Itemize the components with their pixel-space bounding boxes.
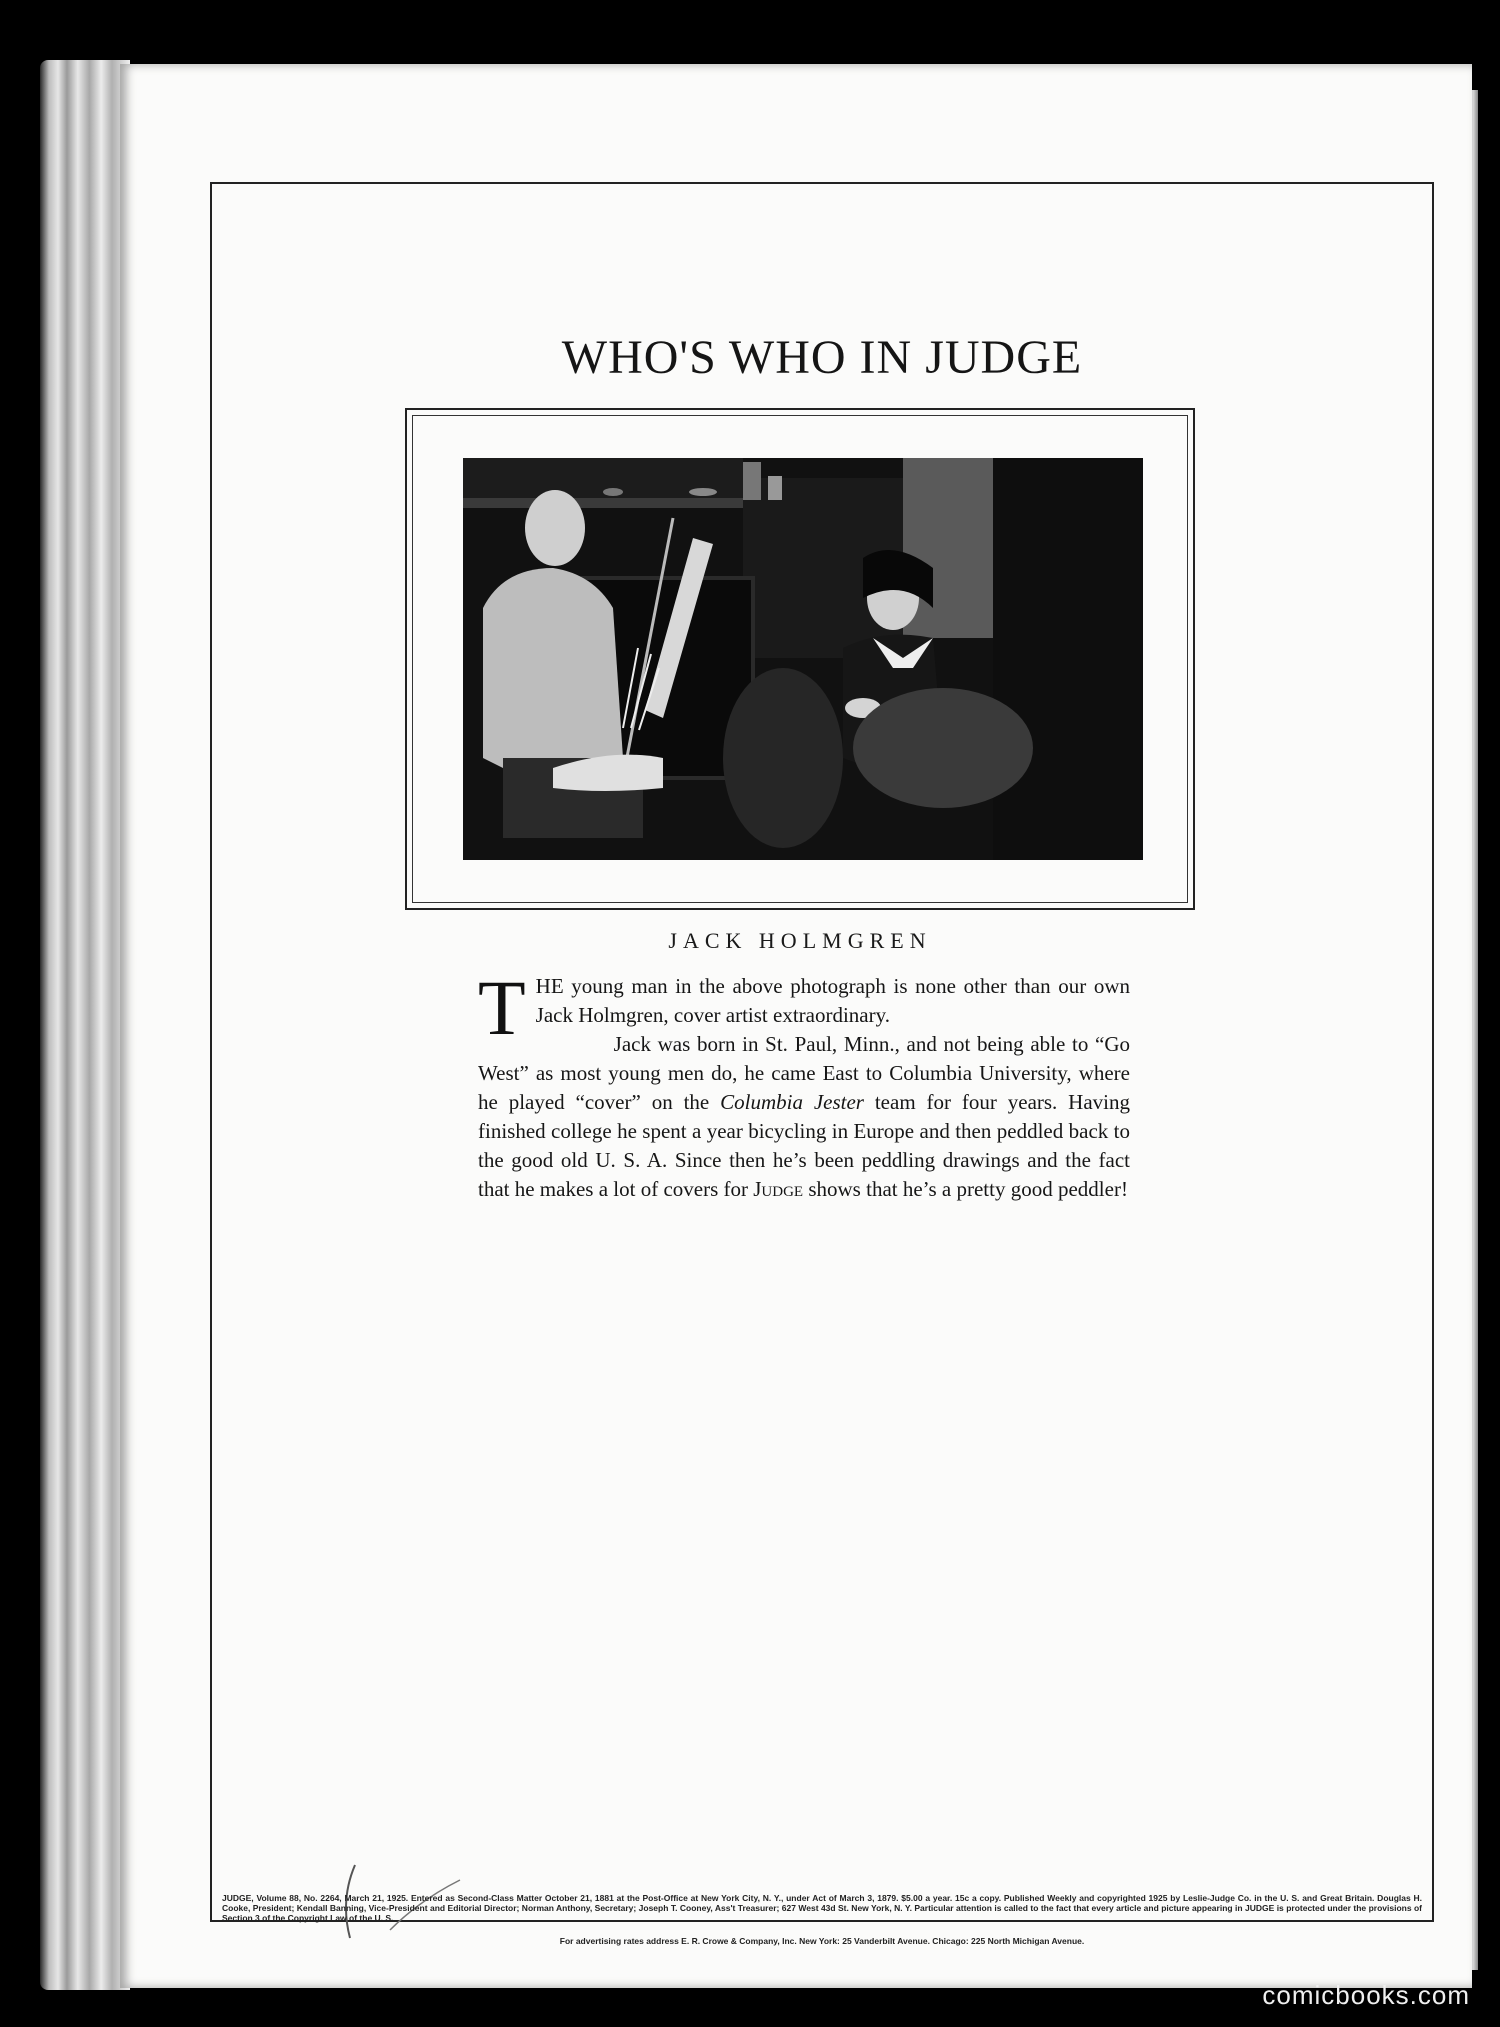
article-italic-title: Columbia Jester xyxy=(720,1090,864,1114)
article-paragraph-1: HE young man in the above photograph is none other than our own Jack Holmgren, cover artist extraordinary. xyxy=(535,974,1130,1027)
advertising-address: For advertising rates address E. R. Crowe & Company, Inc. New York: 25 Vanderbilt Avenue. Chicago: 225 North Michigan Avenue. xyxy=(559,1936,1085,1946)
book-page-edges xyxy=(40,60,130,1990)
article-paragraph-2-end: shows that he’s a pretty good peddler! xyxy=(803,1177,1128,1201)
subject-name-caption: JACK HOLMGREN xyxy=(668,928,932,953)
article-paragraph-2-start: Jack was born in St. Paul, Minn., and not being able to “Go West” as most young men do, he came East to Columbia University, where he played “cover” on the xyxy=(478,1032,1130,1114)
article-body xyxy=(478,964,1130,1204)
site-watermark: comicbooks.com xyxy=(1262,1980,1470,2010)
publication-notice: JUDGE, Volume 88, No. 2264, March 21, 1925. Entered as Second-Class Matter October 21, 1881 at the Post-Office at New York City, N. Y., under Act of March 3, 1879. $5.00 a year. 15c a copy. Published Weekly and copyrighted 1925 by Leslie-Judge Co. in the U. S. and Great Britain. Douglas H. Cooke, President; Kendall Banning, Vice-President and Editorial Director; Norman Anthony, Secretary; Joseph T. Cooney, Ass't Treasurer; 627 West 43d St. New York, N. Y. Particular attention is called to the fact that every article and picture appearing in JUDGE is protected under the provisions of Section 3 of the Copyright Law of the U. S. xyxy=(222,1893,1422,1923)
article-magazine-name: Judge xyxy=(753,1177,804,1201)
article-paragraph-2-mid: team for four years. Having finished college he spent a year bicycling in Europe and then peddled back to the good old U. S. A. Since then he’s been peddling drawings and the fact that he makes a lot of covers for xyxy=(478,1090,1130,1201)
artist-photograph xyxy=(463,458,1143,860)
page-title: WHO'S WHO IN JUDGE xyxy=(561,331,1083,384)
drop-cap: T xyxy=(478,964,526,1051)
